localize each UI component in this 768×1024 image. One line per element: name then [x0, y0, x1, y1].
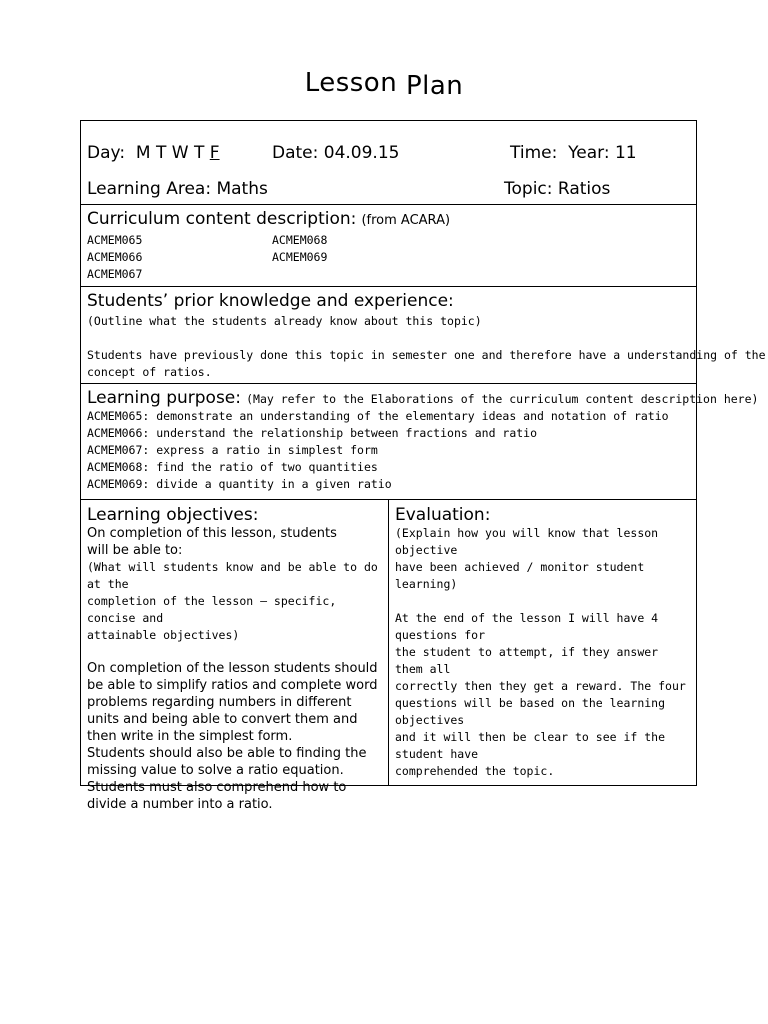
objectives-body-line: On completion of the lesson students should — [87, 661, 378, 676]
objectives-note-line: attainable objectives) — [87, 628, 240, 642]
objectives-body-line: problems regarding numbers in different — [87, 695, 352, 710]
evaluation-note-line: (Explain how you will know that lesson objective — [395, 526, 659, 557]
purpose-heading-row — [87, 388, 758, 408]
curriculum-codes-col1 — [87, 232, 142, 283]
purpose-item: ACMEM067: express a ratio in simplest form — [87, 443, 378, 457]
prior-heading: Students’ prior knowledge and experience: — [87, 291, 454, 311]
prior-body-line: concept of ratios. — [87, 365, 212, 379]
objectives-body-line: divide a number into a ratio. — [87, 797, 273, 812]
objectives-note — [87, 559, 382, 644]
purpose-note: (May refer to the Elaborations of the curriculum content description here) — [246, 392, 759, 406]
curriculum-code: ACMEM069 — [272, 250, 328, 264]
curriculum-note: (from ACARA) — [361, 213, 451, 228]
objectives-body-line: then write in the simplest form. — [87, 729, 293, 744]
objectives-intro-line: On completion of this lesson, students — [87, 526, 337, 541]
objectives-heading: Learning objectives: — [87, 505, 259, 525]
objectives-body-line: units and being able to convert them and — [87, 712, 358, 727]
evaluation-heading: Evaluation: — [395, 505, 491, 525]
objectives-column — [81, 500, 389, 812]
year-field: Year: 11 — [568, 143, 637, 163]
curriculum-code: ACMEM068 — [272, 233, 328, 247]
page-title — [0, 68, 768, 101]
purpose-item: ACMEM065: demonstrate an understanding of the elementary ideas and notation of ratio — [87, 409, 669, 423]
purpose-item: ACMEM066: understand the relationship between fractions and ratio — [87, 426, 538, 440]
purpose-item: ACMEM069: divide a quantity in a given ratio — [87, 477, 392, 491]
prior-body-line: Students have previously done this topic in semester one and therefore have a understanding of the — [87, 348, 766, 362]
objectives-body-line: be able to simplify ratios and complete word — [87, 678, 378, 693]
day-m: M — [135, 143, 151, 163]
date-field: Date: 04.09.15 — [272, 143, 400, 163]
curriculum-code: ACMEM066 — [87, 250, 143, 264]
evaluation-body-line: questions will be based on the learning objectives — [395, 696, 666, 727]
purpose-item: ACMEM068: find the ratio of two quantities — [87, 460, 378, 474]
objectives-body-line: missing value to solve a ratio equation. — [87, 763, 344, 778]
header-section — [81, 121, 696, 205]
day-th: T — [193, 143, 205, 163]
objectives-evaluation-section — [81, 500, 696, 812]
evaluation-column — [389, 500, 696, 785]
day-f-selected: F — [209, 143, 220, 163]
curriculum-code: ACMEM065 — [87, 233, 143, 247]
topic: Topic: Ratios — [504, 179, 611, 199]
evaluation-body-line: correctly then they get a reward. The four — [395, 679, 686, 693]
evaluation-note-line: have been achieved / monitor student learning) — [395, 560, 645, 591]
evaluation-body-line: At the end of the lesson I will have 4 questions for — [395, 611, 659, 642]
title-part1: Lesson — [304, 68, 398, 98]
lesson-plan-table — [80, 120, 766, 812]
curriculum-heading-row — [87, 209, 450, 229]
objectives-body-line: Students must also comprehend how to — [87, 780, 347, 795]
prior-note: (Outline what the students already know about this topic) — [87, 314, 482, 328]
evaluation-body — [395, 610, 690, 780]
evaluation-note — [395, 525, 690, 593]
prior-body — [87, 347, 766, 381]
objectives-intro — [87, 525, 382, 559]
curriculum-codes-col2 — [272, 232, 327, 266]
objectives-note-line: completion of the lesson – specific, concise and — [87, 594, 337, 625]
objectives-intro-line: will be able to: — [87, 543, 183, 558]
objectives-body — [87, 660, 382, 813]
evaluation-body-line: and it will then be clear to see if the student have — [395, 730, 666, 761]
objectives-note-line: (What will students know and be able to do at the — [87, 560, 378, 591]
purpose-list — [87, 408, 669, 493]
day-field — [87, 143, 220, 163]
time-field — [510, 143, 637, 163]
day-label: Day: — [87, 143, 126, 163]
curriculum-heading: Curriculum content description: — [87, 209, 357, 229]
learning-purpose-section — [81, 384, 759, 500]
time-label: Time: — [510, 143, 558, 163]
curriculum-code: ACMEM067 — [87, 267, 143, 281]
prior-knowledge-section — [81, 287, 766, 384]
day-t: T — [155, 143, 167, 163]
purpose-heading: Learning purpose: — [87, 388, 241, 408]
evaluation-body-line: comprehended the topic. — [395, 764, 555, 778]
learning-area: Learning Area: Maths — [87, 179, 268, 199]
evaluation-body-line: the student to attempt, if they answer them all — [395, 645, 659, 676]
title-part2: Plan — [405, 71, 464, 101]
day-w: W — [171, 143, 189, 163]
objectives-body-line: Students should also be able to finding the — [87, 746, 367, 761]
curriculum-section — [81, 205, 696, 287]
